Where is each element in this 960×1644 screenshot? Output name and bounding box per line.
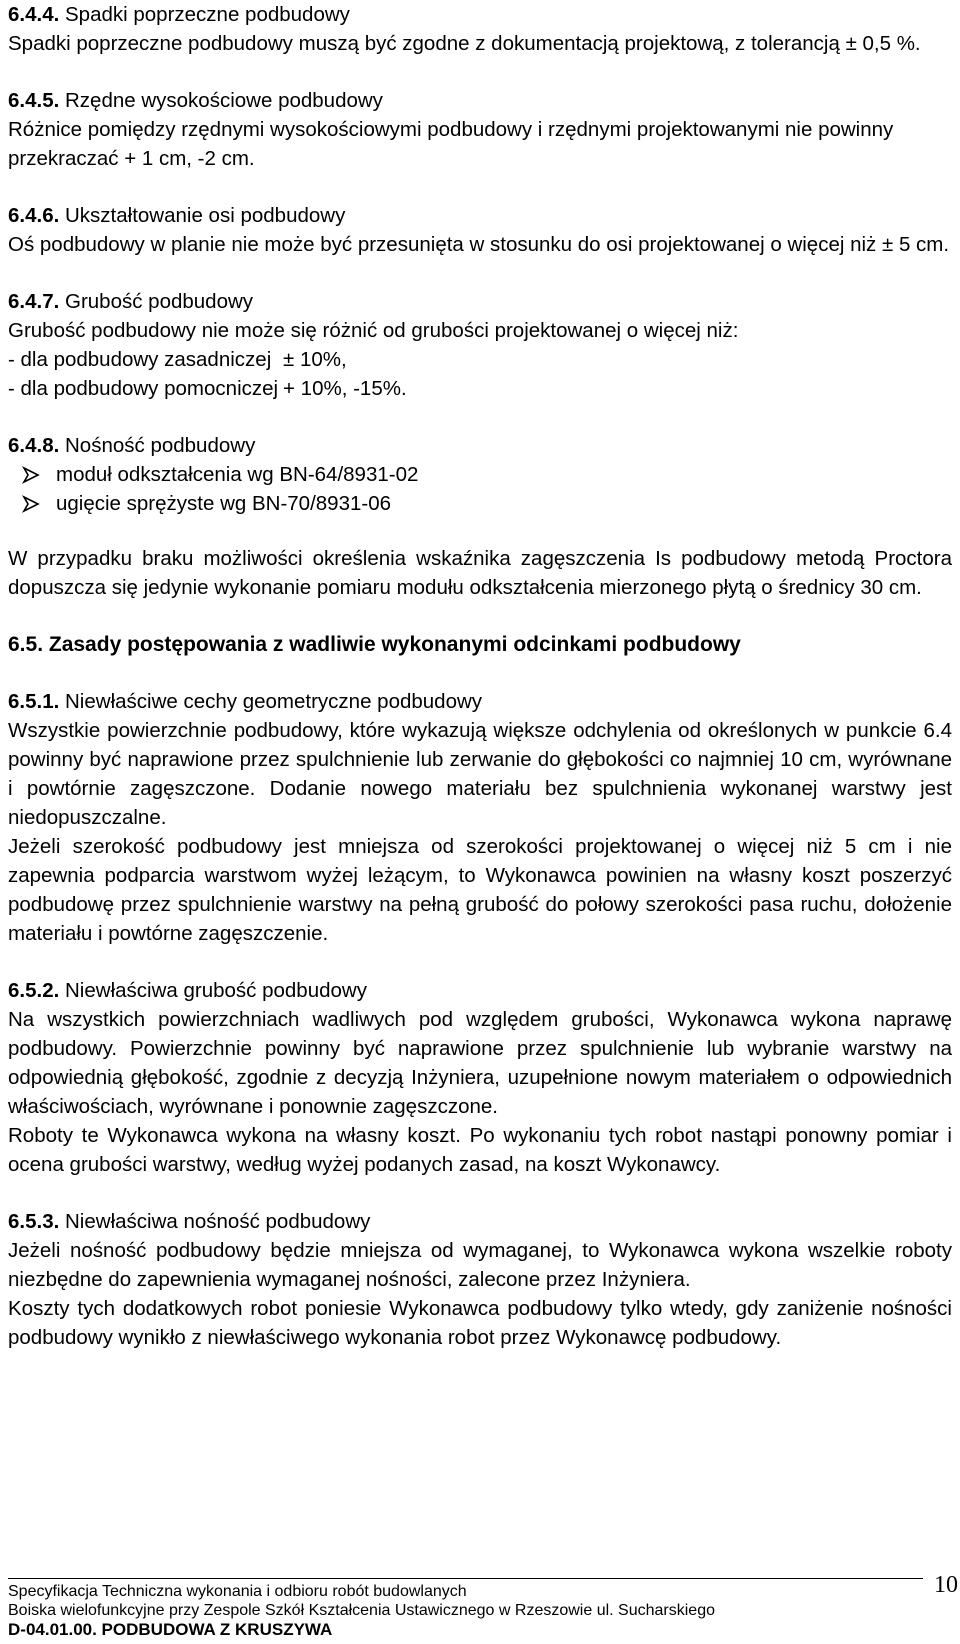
tolerance-item: - dla podbudowy pomocniczej + 10%, -15%. <box>8 377 407 400</box>
footer-line: Specyfikacja Techniczna wykonania i odbioru robót budowlanych <box>8 1583 467 1600</box>
section-6-5-3 <box>8 1207 952 1352</box>
section-text: Jeżeli szerokość podbudowy jest mniejsza od szerokości projektowanej o więcej niż 5 cm i nie zapewnia podparcia warstwom wyżej leżącym, to Wykonawca powinien na własny koszt poszerzyć podbudowę przez spulchnienie warstwy na pełną grubość do połowy szerokości pasa ruchu, dołożenie materiału i powtórne zagęszczenie. <box>8 835 952 945</box>
section-6-4-8 <box>8 431 952 602</box>
footer-divider <box>8 1578 923 1579</box>
section-heading: 6.5.3. Niewłaściwa nośność podbudowy <box>8 1210 371 1233</box>
section-6-4-4 <box>8 0 952 58</box>
section-heading: 6.5.2. Niewłaściwa grubość podbudowy <box>8 979 367 1002</box>
section-heading: 6.4.7. Grubość podbudowy <box>8 290 254 313</box>
page-footer <box>8 1572 958 1639</box>
section-text: Wszystkie powierzchnie podbudowy, które wykazują większe odchylenia od określonych w punkcie 6.4 powinny być naprawione przez spulchnienie lub zerwanie do głębokości co najmniej 10 cm, wyrównane i powtórnie zagęszczone. Dodanie nowego materiału bez spulchnienia wykonanej warstwy jest niedopuszczalne. <box>8 719 952 829</box>
section-text: Koszty tych dodatkowych robot poniesie Wykonawca podbudowy tylko wtedy, gdy zaniżenie nośności podbudowy wynikło z niewłaściwego wykonania robot przez Wykonawcę podbudowy. <box>8 1297 952 1349</box>
section-6-5-1 <box>8 687 952 948</box>
section-heading: 6.4.6. Ukształtowanie osi podbudowy <box>8 204 346 227</box>
footer-spec-code: D-04.01.00. PODBUDOWA Z KRUSZYWA <box>8 1620 333 1639</box>
section-text: Spadki poprzeczne podbudowy muszą być zgodne z dokumentacją projektową, z tolerancją ± 0,5 %. <box>8 32 921 55</box>
footer-line: Boiska wielofunkcyjne przy Zespole Szkół Kształcenia Ustawicznego w Rzeszowie ul. Sucharskiego <box>8 1602 715 1619</box>
section-heading: 6.4.5. Rzędne wysokościowe podbudowy <box>8 89 383 112</box>
section-6-5 <box>8 630 952 659</box>
arrow-bullet-icon <box>22 495 56 513</box>
section-text: Roboty te Wykonawca wykona na własny koszt. Po wykonaniu tych robot nastąpi ponowny pomiar i ocena grubości warstwy, według wyżej podanych zasad, na koszt Wykonawcy. <box>8 1124 952 1176</box>
section-text: W przypadku braku możliwości określenia wskaźnika zagęszczenia Is podbudowy metodą Proctora dopuszcza się jedynie wykonanie pomiaru modułu odkształcenia mierzonego płytą o średnicy 30 cm. <box>8 547 952 599</box>
section-text: Różnice pomiędzy rzędnymi wysokościowymi podbudowy i rzędnymi projektowanymi nie powinny przekraczać + 1 cm, -2 cm. <box>8 118 894 170</box>
section-text: Na wszystkich powierzchniach wadliwych pod względem grubości, Wykonawca wykona naprawę podbudowy. Powierzchnie powinny być naprawione przez spulchnienie lub wybranie warstwy na odpowiednią głębokość, zgodnie z decyzją Inżyniera, uzupełnione nowym materiałem o odpowiednich właściwościach, wyrównane i ponownie zagęszczone. <box>8 1008 952 1118</box>
section-text: Oś podbudowy w planie nie może być przesunięta w stosunku do osi projektowanej o więcej niż ± 5 cm. <box>8 233 950 256</box>
section-heading: 6.4.8. Nośność podbudowy <box>8 434 256 457</box>
section-heading: 6.4.4. Spadki poprzeczne podbudowy <box>8 3 350 26</box>
list-item: moduł odkształcenia wg BN-64/8931-02 <box>8 460 952 489</box>
section-text: Jeżeli nośność podbudowy będzie mniejsza od wymaganej, to Wykonawca wykona wszelkie roboty niezbędne do zapewnienia wymaganej nośności, zalecone przez Inżyniera. <box>8 1239 952 1291</box>
list-item: ugięcie sprężyste wg BN-70/8931-06 <box>8 489 952 518</box>
tolerance-item: - dla podbudowy zasadniczej ± 10%, <box>8 348 347 371</box>
section-text: Grubość podbudowy nie może się różnić od grubości projektowanej o więcej niż: <box>8 319 739 342</box>
section-heading: 6.5.1. Niewłaściwe cechy geometryczne podbudowy <box>8 690 483 713</box>
section-6-4-7 <box>8 287 952 403</box>
chapter-heading: 6.5. Zasady postępowania z wadliwie wykonanymi odcinkami podbudowy <box>8 633 741 656</box>
arrow-bullet-icon <box>22 466 56 484</box>
document-page <box>8 0 952 1352</box>
section-6-4-6 <box>8 201 952 259</box>
section-6-5-2 <box>8 976 952 1179</box>
section-6-4-5 <box>8 86 952 173</box>
page-number: 10 <box>934 1572 958 1598</box>
